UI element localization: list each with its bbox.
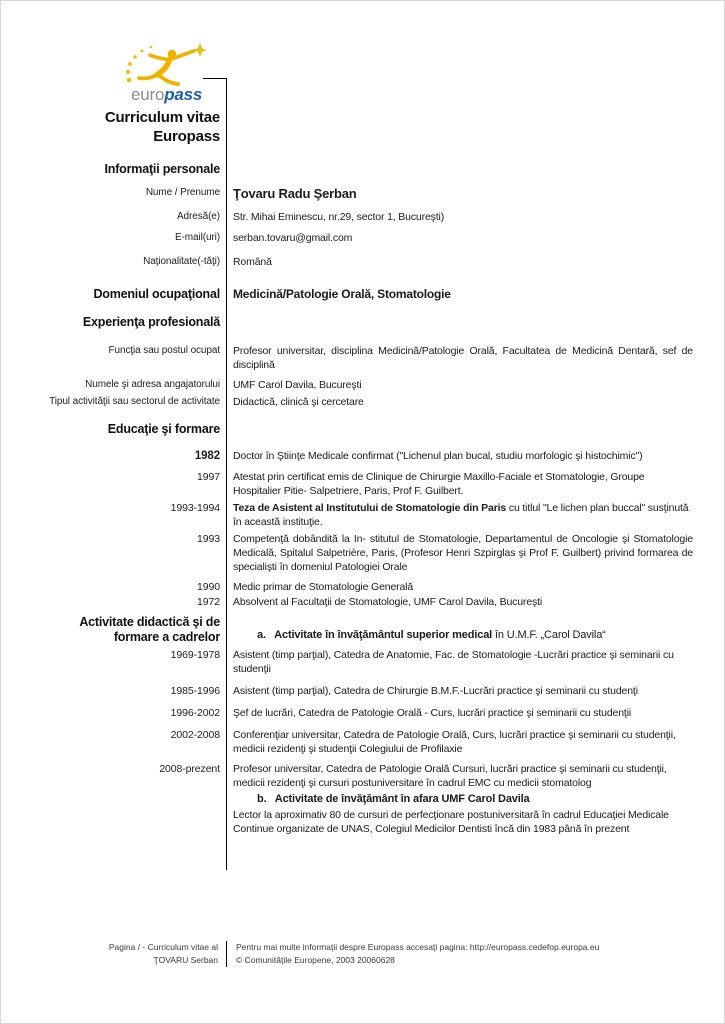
field-label-name: Nume / Prenume [145, 187, 220, 198]
entry-year: 1997 [197, 471, 220, 483]
education-entry [0, 532, 725, 574]
field-label-employer: Numele şi adresa angajatorului [85, 379, 220, 390]
field-row-email [0, 231, 725, 245]
field-value-employer: UMF Carol Davila, Bucureşti [233, 379, 362, 391]
field-label-activity-type: Tipul activităţii sau sectorul de activitate [49, 396, 220, 407]
entry-text-rest: cu titlul "Le lichen plan buccal" susţinută în această instituţie. [233, 502, 689, 528]
footer-copyright-line: © Comunităţile Europene, 2003 20060628 [236, 955, 395, 965]
entry-text: Competenţă dobândită la In- stitutul de Stomatologie, Departamentul de Oncologie şi Stomatologie Medicală, Spitalul Salpetrière, Paris, (Profesor Henri Szpirglas şi Prof F. Guilbert) privind formarea de specialişti în domeniul Patologiei Orale [233, 533, 693, 573]
field-row-name [0, 186, 725, 202]
entry-text-bold: Teza de Asistent al Institutului de Stomatologie din Paris [233, 502, 507, 514]
field-label-position: Funcţia sau postul ocupat [108, 345, 220, 356]
entry-year: 1993-1994 [170, 502, 220, 514]
entry-year: 1985-1996 [170, 685, 220, 697]
entry-text: Doctor în Ştiinţe Medicale confirmat ("Lichenul plan bucal, studiu morfologic şi histochimic") [233, 450, 643, 462]
entry-year: 2008-prezent [159, 763, 220, 775]
footer-page-info-line1: Pagina / - Curriculum vitae al [108, 942, 218, 952]
field-label-nationality: Naţionalitate(-tăţi) [143, 256, 220, 267]
teaching-entry [0, 684, 725, 698]
education-entry [0, 595, 725, 609]
section-header-experience: Experienţa profesională [82, 315, 220, 329]
field-row-activity-type [0, 395, 725, 409]
teaching-header-row [0, 615, 725, 645]
field-value-nationality: Română [233, 256, 272, 268]
field-value-position: Profesor universitar, disciplina Medicină/Patologie Orală, Facultatea de Medicină Dentară, sef de disciplină [233, 345, 693, 371]
field-row-employer [0, 378, 725, 392]
page-title-line1: Curriculum vitae [104, 109, 220, 126]
entry-text: Absolvent al Facultaţii de Stomatologie, UMF Carol Davila, Bucureşti [233, 596, 543, 608]
section-header-personal-info: Informaţii personale [104, 162, 220, 176]
entry-year: 1969-1978 [170, 649, 220, 661]
entry-text: Atestat prin certificat emis de Clinique de Chirurgie Maxillo-Faciale et Stomatologie, Groupe Hospitalier Pitie- Salpetriere, Paris, Prof F. Guilbert. [233, 471, 645, 497]
teaching-outside-entry [0, 808, 725, 836]
field-value-address: Str. Mihai Eminescu, nr.29, sector 1, Bucureşti) [233, 211, 445, 223]
subheading-b-row [0, 792, 725, 807]
subheading-b [233, 792, 693, 807]
field-row-occupational-domain [0, 287, 725, 302]
section-header-teaching-line2: formare a cadrelor [113, 630, 220, 644]
field-row-address [0, 210, 725, 224]
entry-text: Şef de lucrări, Catedra de Patologie Orală - Curs, lucrări practice şi seminarii cu studenţii [233, 707, 632, 719]
entry-year: 1996-2002 [170, 707, 220, 719]
section-header-teaching-line1: Activitate didactică şi de [79, 615, 220, 629]
entry-text: Asistent (timp parţial), Catedra de Chirurgie B.M.F.-Lucrări practice şi seminarii cu studenţi [233, 685, 638, 697]
page-title-line2: Europass [153, 128, 220, 145]
entry-text: Asistent (timp parţial), Catedra de Anatomie, Fac. de Stomatologie -Lucrări practice şi seminarii cu studenţii [233, 649, 674, 675]
education-entry [0, 501, 725, 529]
footer-europass-url-line: Pentru mai multe informaţii despre Europass accesaţi pagina: http://europass.cedefop.europa.eu [236, 942, 600, 952]
teaching-entry [0, 706, 725, 720]
logo-text-pass: pass [164, 85, 203, 104]
field-row-position [0, 344, 725, 372]
logo-text-euro: euro [131, 85, 165, 104]
footer-page-info-line2: ŢOVARU Serban [153, 955, 218, 965]
field-row-nationality [0, 255, 725, 269]
field-value-email: serban.tovaru@gmail.com [233, 232, 353, 244]
teaching-entry [0, 648, 725, 676]
field-value-occupational: Medicină/Patologie Orală, Stomatologie [233, 287, 451, 301]
subheading-a-rest: în U.M.F. „Carol Davila“ [492, 629, 606, 641]
entry-text: Medic primar de Stomatologie Generală [233, 581, 414, 593]
field-label-email: E-mail(uri) [174, 232, 220, 243]
subheading-b-bold: b. Activitate de învăţământ în afara UMF Carol Davila [257, 793, 530, 805]
entry-text [233, 501, 693, 529]
subheading-a [233, 628, 693, 643]
footer-europass-info [226, 941, 725, 967]
page-footer [0, 941, 725, 967]
entry-year: 1982 [194, 450, 220, 462]
entry-year: 1990 [197, 581, 220, 593]
education-entry [0, 470, 725, 498]
entry-year: 1993 [197, 533, 220, 545]
entry-text: Profesor universitar, Catedra de Patologie Orală Cursuri, lucrări practice şi seminarii cu studenţii, medicii rezidenţi şi cursuri postuniversitare în cadrul EMC cu medicii stomatolog [233, 763, 667, 789]
field-label-address: Adresă(e) [176, 211, 220, 222]
section-header-occupational: Domeniul ocupaţional [93, 287, 220, 301]
section-header-education: Educaţie şi formare [107, 422, 220, 436]
entry-year: 2002-2008 [170, 729, 220, 741]
teaching-entry [0, 762, 725, 790]
field-value-activity-type: Didactică, clinică şi cercetare [233, 396, 364, 408]
entry-text: Lector la aproximativ 80 de cursuri de perfecţionare postuniversitară în cadrul Educaţiei Medicale Continue organizate de UNAS, Colegiul Medicilor Dentisti încă din 1983 până în prezent [233, 809, 669, 835]
subheading-a-bold: a. Activitate în învăţământul superior medical [257, 629, 493, 641]
entry-text: Conferenţiar universitar, Catedra de Patologie Orală, Curs, lucrări practice şi seminarii cu studenţii, medicii rezidenţi şi studenţii Colegiului de Profilaxie [233, 729, 676, 755]
field-value-name: Ţovaru Radu Şerban [233, 186, 357, 201]
entry-year: 1972 [197, 596, 220, 608]
education-entry [0, 449, 725, 463]
education-entry [0, 580, 725, 594]
teaching-entry [0, 728, 725, 756]
